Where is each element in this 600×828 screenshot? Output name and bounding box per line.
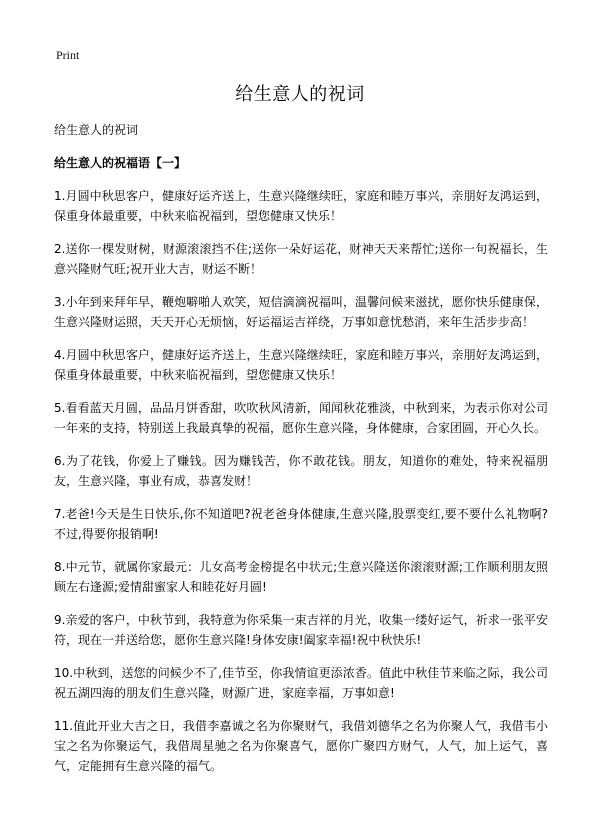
blessing-item: 7.老爸!今天是生日快乐,你不知道吧?祝老爸身体健康,生意兴隆,股票变红,要不要什么礼物啊?不过,得要你报销啊! <box>54 507 548 541</box>
blessing-item: 6.为了花钱，你爱上了赚钱。因为赚钱苦，你不敢花钱。朋友，知道你的难处，特来祝福朋友，生意兴隆，事业有成，恭喜发财！ <box>54 454 548 488</box>
document-body <box>54 120 548 789</box>
print-label: Print <box>56 48 80 62</box>
blessing-item: 5.看看蓝天月圆，品品月饼香甜，吹吹秋风清新，闻闻秋花雅淡，中秋到来，为表示你对公司一年来的支持，特别送上我最真挚的祝福，愿你生意兴隆，身体健康，合家团圆，开心久长。 <box>54 401 548 435</box>
blessing-item: 3.小年到来拜年早，鞭炮噼啪人欢笑，短信滴滴祝福叫，温馨问候来滋扰，愿你快乐健康保，生意兴隆财运照，天天开心无烦恼，好运福运吉祥绕，万事如意忧愁消，来年生活步步高！ <box>54 295 548 329</box>
blessing-item: 8.中元节，就属你家最元：儿女高考金榜提名中状元;生意兴隆送你滚滚财源;工作顺利朋友照顾左右逢源;爱情甜蜜家人和睦花好月圆! <box>54 560 548 594</box>
blessing-item: 10.中秋到，送您的问候少不了,佳节至，你我情谊更添浓香。值此中秋佳节来临之际，我公司祝五湖四海的朋友们生意兴隆，财源广进，家庭幸福，万事如意! <box>54 666 548 700</box>
document-title: 给生意人的祝词 <box>235 84 365 105</box>
blessing-item: 11.值此开业大吉之日，我借李嘉诚之名为你聚财气，我借刘德华之名为你聚人气，我借韦小宝之名为你聚运气，我借周星驰之名为你聚喜气，愿你广聚四方财气，人气，加上运气，喜气，定能拥有生意兴隆的福气。 <box>54 719 548 773</box>
section-heading: 给生意人的祝福语【一】 <box>54 156 187 170</box>
blessing-item: 9.亲爱的客户，中秋节到，我特意为你采集一束吉祥的月光，收集一缕好运气，祈求一张平安符，现在一并送给您，愿你生意兴隆!身体安康!阖家幸福!祝中秋快乐! <box>54 613 548 647</box>
blessing-item: 1.月圆中秋思客户，健康好运齐送上，生意兴隆继续旺，家庭和睦万事兴，亲朋好友鸿运到，保重身体最重要，中秋来临祝福到，望您健康又快乐！ <box>54 189 548 223</box>
blessing-item: 2.送你一棵发财树，财源滚滚挡不住;送你一朵好运花，财神天天来帮忙;送你一句祝福长，生意兴隆财气旺;祝开业大吉，财运不断！ <box>54 242 548 276</box>
document-subtitle: 给生意人的祝词 <box>54 123 139 137</box>
blessing-item: 4.月圆中秋思客户，健康好运齐送上，生意兴隆继续旺，家庭和睦万事兴，亲朋好友鸿运到，保重身体最重要，中秋来临祝福到，望您健康又快乐！ <box>54 348 548 382</box>
